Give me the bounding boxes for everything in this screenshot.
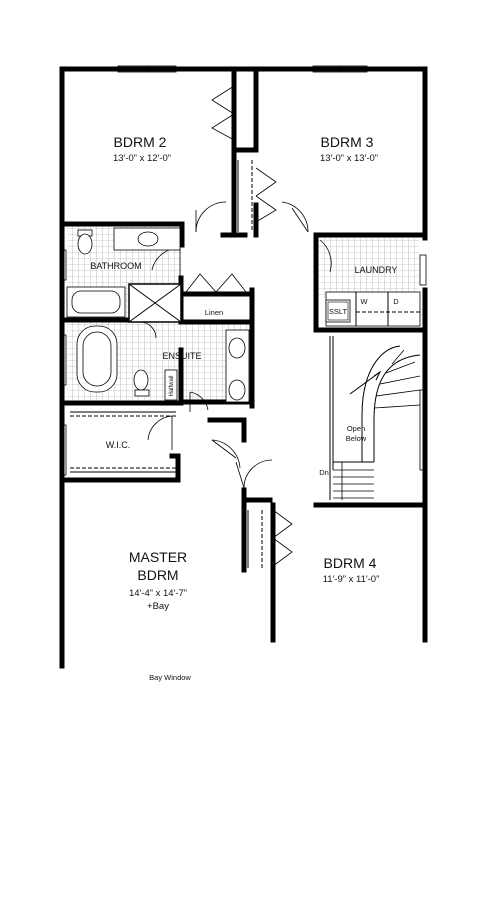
ensuite-name: ENSUITE <box>162 351 202 361</box>
bdrm4-dims: 11′-9” x 11′-0” <box>322 574 380 585</box>
washer-label: W <box>360 297 368 306</box>
bdrm3-dims: 13′-0” x 13′-0” <box>320 153 378 164</box>
master-name-1: MASTER <box>128 549 188 565</box>
staircase <box>330 336 420 500</box>
master-name-2: BDRM <box>137 567 179 583</box>
open-below-label-2: Below <box>345 434 367 443</box>
laundry-name: LAUNDRY <box>354 265 398 275</box>
sink-label: SSLT <box>328 307 348 316</box>
bdrm2-dims: 13′-0” x 12′-0” <box>113 153 171 164</box>
halfwall-label: Halfwall <box>169 375 175 397</box>
bdrm4-name: BDRM 4 <box>323 555 377 571</box>
master-dims: 14′-4” x 14′-7” <box>129 588 187 599</box>
linen-label: Linen <box>204 308 224 317</box>
bdrm2-name: BDRM 2 <box>113 134 167 150</box>
wic-name: W.I.C. <box>105 440 131 450</box>
open-below-label-1: Open <box>346 424 366 433</box>
master-extra: +Bay <box>147 601 169 612</box>
bdrm3-name: BDRM 3 <box>320 134 374 150</box>
bay-window-label: Bay Window <box>149 673 191 682</box>
dryer-label: D <box>393 297 399 306</box>
down-label: Dn <box>319 468 329 477</box>
bathroom-name: BATHROOM <box>90 261 142 271</box>
